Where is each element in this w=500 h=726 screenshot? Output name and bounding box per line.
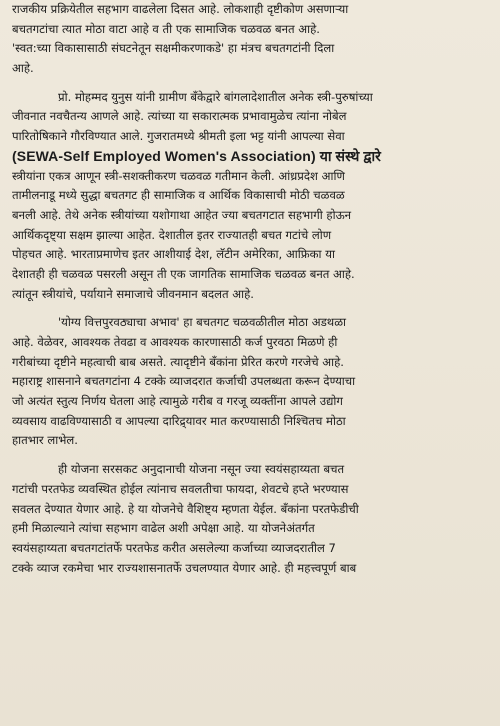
text-line: बनली आहे. तेथे अनेक स्त्रीयांच्या यशोगाथा आहेत ज्या बचतगटात सहभागी होऊन	[12, 207, 352, 222]
paragraph-gap	[12, 79, 490, 88]
text-line: प्रो. मोहम्मद युनुस यांनी ग्रामीण बँकेद्वारे बांगलादेशातील अनेक स्त्री-पुरुषांच्या	[58, 89, 373, 104]
text-line: तामीलनाडू मध्ये सुद्धा बचतगट ही सामाजिक व आर्थिक विकासाची मोठी चळवळ	[12, 188, 345, 203]
text-line: स्त्रीयांना एकत्र आणून स्त्री-सशक्तीकरण चळवळ गतीमान केली. आंध्रप्रदेश आणि	[12, 168, 345, 183]
text-line: टक्के व्याज रकमेचा भार राज्यशासनातर्फे उचलण्यात येणार आहे. ही महत्त्वपूर्ण बाब	[12, 560, 357, 575]
text-line: पोहचत आहे. भारताप्रमाणेच इतर आशीयाई देश, लॅटीन अमेरिका, आफ्रिका या	[12, 247, 335, 262]
text-line: गटांची परतफेड व्यवस्थित होईल त्यांनाच सवलतीचा फायदा, शेवटचे हप्ते भरण्यास	[12, 481, 349, 496]
paragraph-3	[12, 313, 490, 451]
text-line: आर्थिकदृष्ट्या सक्षम झाल्या आहेत. देशातील इतर राज्यातही बचत गटांचे लोण	[12, 227, 332, 242]
text-line: आहे.	[12, 61, 34, 76]
text-line: जो अत्यंत स्तुत्य निर्णय घेतला आहे त्यामुळे गरीब व गरजू व्यक्तींना आपले उद्योग	[12, 394, 343, 409]
text-line: ही योजना सरसकट अनुदानाची योजना नसून ज्या स्वयंसहाय्यता बचत	[58, 462, 345, 477]
paragraph-1	[12, 0, 490, 79]
text-line: जीवनात नवचैतन्य आणले आहे. त्यांच्या या सकारात्मक प्रभावामुळेच त्यांना नोबेल	[12, 109, 347, 124]
text-line: देशातही ही चळवळ पसरली असून ती एक जागतिक सामाजिक चळवळ बनत आहे.	[12, 266, 355, 281]
text-line: स्वयंसहाय्यता बचतगटांतर्फे परतफेड करीत असलेल्या कर्जाच्या व्याजदरातील 7	[12, 540, 336, 555]
text-line: 'स्वत:च्या विकासासाठी संघटनेतून सक्षमीकरणाकडे' हा मंत्रच बचतगटांनी दिला	[12, 41, 335, 56]
text-line: 'योग्य वित्तपुरवठ्याचा अभाव' हा बचतगट चळवळीतील मोठा अडथळा	[58, 315, 347, 330]
text-line: हमी मिळाल्याने त्यांचा सहभाग वाढेल अशी अपेक्षा आहे. या योजनेअंतर्गत	[12, 521, 315, 536]
text-line: आहे. वेळेवर, आवश्यक तेवढा व आवश्यक कारणासाठी कर्ज पुरवठा मिळणे ही	[12, 335, 338, 349]
sewa-line: (SEWA-Self Employed Women's Association) या संस्थे द्वारे	[12, 147, 382, 164]
text-line: व्यवसाय वाढविण्यासाठी व आपल्या दारिद्र्यावर मात करण्यासाठी निश्चितच मोठा	[12, 413, 346, 428]
text-line: हातभार लाभेल.	[12, 433, 78, 448]
paragraph-gap	[12, 451, 490, 460]
text-line: पारितोषिकाने गौरविण्यात आले. गुजरातमध्ये श्रीमती इला भट्ट यांनी आपल्या सेवा	[12, 129, 345, 144]
text-line: त्यांतून स्त्रीयांचे, पर्यायाने समाजाचे जीवनमान बदलत आहे.	[12, 286, 254, 301]
text-line: बचतगटांचा त्यात मोठा वाटा आहे व ती एक सामाजिक चळवळ बनत आहे.	[12, 21, 320, 36]
paragraph-2	[12, 88, 490, 305]
paragraph-4	[12, 460, 490, 578]
text-line: सवलत देण्यात येणार आहे. हे या योजनेचे वैशिष्ट्य म्हणता येईल. बँकांना परतफेडीची	[12, 501, 359, 516]
text-line: राजकीय प्रक्रियेतील सहभाग वाढलेला दिसत आहे. लोकशाही दृष्टीकोण असणाऱ्या	[12, 2, 349, 16]
text-line: महाराष्ट्र शासनाने बचतगटांना 4 टक्के व्याजदरात कर्जाची उपलब्धता करून देण्याचा	[12, 374, 356, 389]
text-line: गरीबांच्या दृष्टीने महत्वाची बाब असते. त्यादृष्टीने बँकांना प्रेरित करणे गरजेचे आहे.	[12, 354, 344, 369]
paragraph-gap	[12, 304, 490, 313]
